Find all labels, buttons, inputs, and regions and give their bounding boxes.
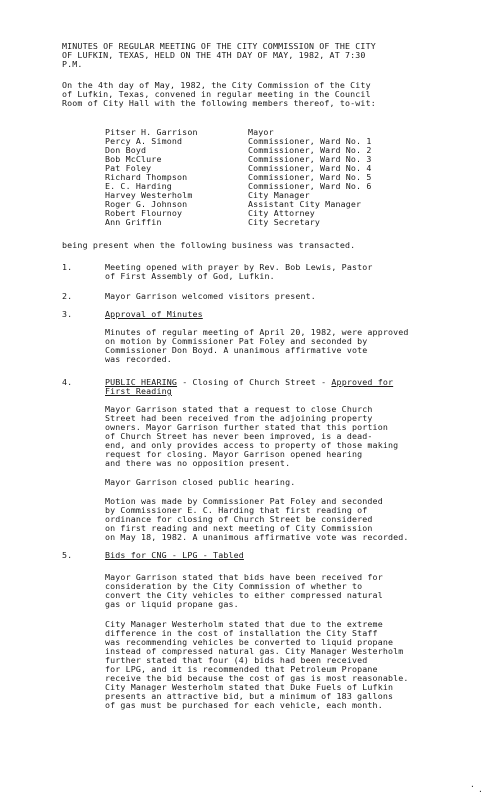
member-name: Robert Flournoy: [105, 208, 183, 218]
intro-line-2: of Lufkin, Texas, convened in regular meeting in the Council: [62, 89, 371, 99]
item-4-p3-line: on May 18, 1982. A unanimous affirmative vote was recorded.: [105, 532, 409, 542]
item-4-title-a: PUBLIC HEARING: [105, 377, 178, 387]
member-title: Assistant City Manager: [248, 199, 362, 209]
heading-line-3: P.M.: [62, 59, 83, 69]
item-5-p2-line: instead of compressed natural gas. City Manager Westerholm: [105, 646, 404, 656]
item-4-p1-line: request for closing. Mayor Garrison opened hearing: [105, 449, 363, 459]
item-1-line-2: of First Assembly of God, Lufkin.: [105, 271, 275, 281]
scan-speck: ·: [470, 782, 475, 791]
item-4-p1-line: Street had been received from the adjoining property: [105, 413, 373, 423]
item-4-title-b: - Closing of Church Street -: [177, 377, 332, 387]
item-5-p1-line: gas or liquid propane gas.: [105, 599, 239, 609]
item-3-title: Approval of Minutes: [105, 309, 203, 319]
item-5-p2-line: of gas must be purchased for each vehicle, each month.: [105, 700, 383, 710]
item-3-line-3: Commissioner Don Boyd. A unanimous affirmative vote: [105, 345, 368, 355]
item-4-p3-line: on first reading and next meeting of City Commission: [105, 523, 373, 533]
member-title: Commissioner, Ward No. 1: [248, 136, 372, 146]
member-title: Commissioner, Ward No. 3: [248, 154, 372, 164]
member-name: Pat Foley: [105, 163, 152, 173]
item-4-p3-line: by Commissioner E. C. Harding that first reading of: [105, 505, 368, 515]
item-1-line-1: Meeting opened with prayer by Rev. Bob Lewis, Pastor: [105, 262, 373, 272]
member-name: Don Boyd: [105, 145, 147, 155]
item-5-p1-line: Mayor Garrison stated that bids have been received for: [105, 572, 383, 582]
item-3-line-2: on motion by Commissioner Pat Foley and seconded by: [105, 336, 368, 346]
item-2-line-1: Mayor Garrison welcomed visitors present.: [105, 291, 316, 301]
item-5-p2-line: City Manager Westerholm stated that due to the extreme: [105, 619, 383, 629]
item-3-line-1: Minutes of regular meeting of April 20, 1982, were approved: [105, 327, 409, 337]
item-4-p3-line: Motion was made by Commissioner Pat Foley and seconded: [105, 496, 383, 506]
item-5-p2-line: for LPG, and it is recommended that Petroleum Propane: [105, 664, 378, 674]
intro-line-1: On the 4th day of May, 1982, the City Commission of the City: [62, 80, 371, 90]
item-5-number: 5.: [62, 550, 73, 560]
member-title: Mayor: [248, 127, 274, 137]
member-title: Commissioner, Ward No. 4: [248, 163, 372, 173]
member-name: Bob McClure: [105, 154, 162, 164]
member-name: Percy A. Simond: [105, 136, 183, 146]
item-4-p1-line: and there was no opposition present.: [105, 458, 291, 468]
item-5-p1-line: convert the City vehicles to either compressed natural: [105, 590, 383, 600]
member-name: Pitser H. Garrison: [105, 127, 198, 137]
item-4-p1-line: Mayor Garrison stated that a request to close Church: [105, 404, 373, 414]
item-3-line-4: was recorded.: [105, 354, 172, 364]
member-title: City Manager: [248, 190, 310, 200]
member-name: E. C. Harding: [105, 181, 172, 191]
intro-line-3: Room of City Hall with the following members thereof, to-wit:: [62, 98, 376, 108]
item-5-p2-line: presents an attractive bid, but a minimum of 183 gallons: [105, 691, 394, 701]
item-5-title: Bids for CNG - LPG - Tabled: [105, 550, 244, 560]
item-5-p1-line: consideration by the City Commission of whether to: [105, 581, 363, 591]
member-title: Commissioner, Ward No. 5: [248, 172, 372, 182]
item-3-number: 3.: [62, 309, 73, 319]
item-5-p2-line: was recommending vehicles be converted to liquid propane: [105, 637, 394, 647]
member-name: Roger G. Johnson: [105, 199, 188, 209]
item-4-p2-line: Mayor Garrison closed public hearing.: [105, 477, 296, 487]
item-4-p1-line: owners. Mayor Garrison further stated that this portion: [105, 422, 388, 432]
item-4-p1-line: of Church Street has never been improved, is a dead-: [105, 431, 373, 441]
item-1-number: 1.: [62, 262, 73, 272]
item-4-title-c: Approved for: [331, 377, 394, 387]
member-name: Ann Griffin: [105, 217, 162, 227]
item-5-p2-line: further stated that four (4) bids had been received: [105, 655, 368, 665]
member-name: Richard Thompson: [105, 172, 188, 182]
member-name: Harvey Westerholm: [105, 190, 193, 200]
item-4-title-line-2: First Reading: [105, 386, 172, 396]
item-5-p2-line: receive the bid because the cost of gas is most reasonable.: [105, 673, 409, 683]
heading-line-2: OF LUFKIN, TEXAS, HELD ON THE 4TH DAY OF MAY, 1982, AT 7:30: [62, 50, 366, 60]
member-title: Commissioner, Ward No. 6: [248, 181, 372, 191]
item-2-number: 2.: [62, 291, 73, 301]
heading-line-1: MINUTES OF REGULAR MEETING OF THE CITY COMMISSION OF THE CITY: [62, 41, 376, 51]
member-title: City Attorney: [248, 208, 315, 218]
item-5-p2-line: City Manager Westerholm stated that Duke Fuels of Lufkin: [105, 682, 394, 692]
item-5-p2-line: difference in the cost of installation the City Staff: [105, 628, 378, 638]
member-title: Commissioner, Ward No. 2: [248, 145, 372, 155]
item-4-p3-line: ordinance for closing of Church Street be considered: [105, 514, 373, 524]
member-title: City Secretary: [248, 217, 321, 227]
present-line: being present when the following business was transacted.: [62, 240, 356, 250]
scan-speck: ·: [478, 787, 483, 796]
item-4-number: 4.: [62, 377, 73, 387]
item-4-p1-line: end, and only provides access to property of those making: [105, 440, 399, 450]
